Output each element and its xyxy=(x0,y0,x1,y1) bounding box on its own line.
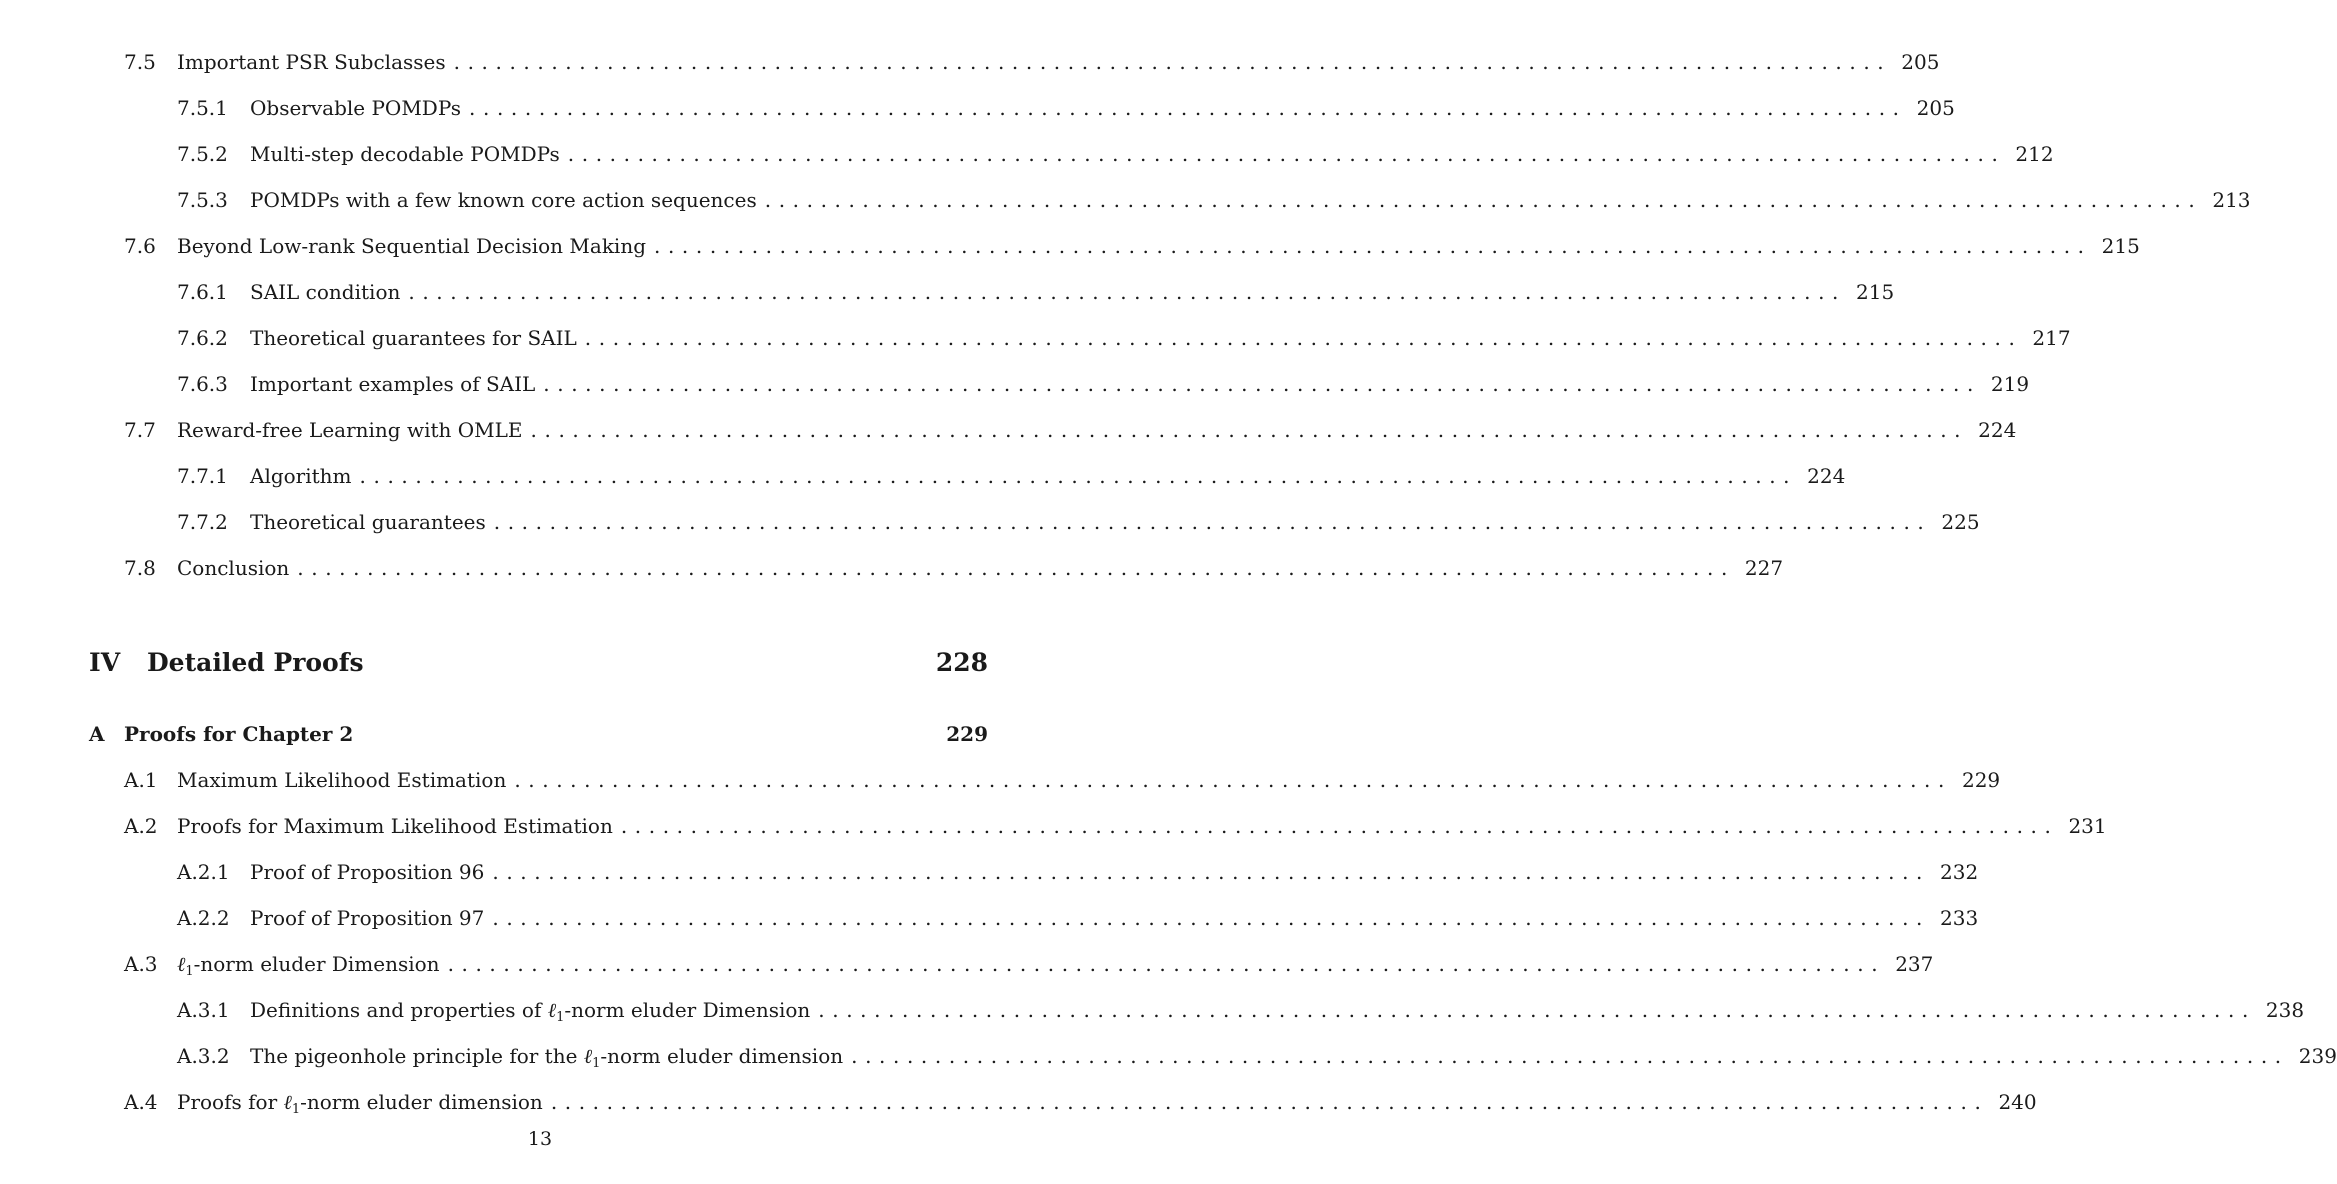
entry-number: 7.5.3 xyxy=(177,188,228,212)
entry-page: 215 xyxy=(1856,280,1895,304)
entry-page: 215 xyxy=(2101,234,2140,258)
entry-page: 205 xyxy=(1916,96,1955,120)
entry-title: Multi-step decodable POMDPs xyxy=(250,142,560,166)
entry-title xyxy=(177,952,440,979)
dot-leader: ....................................................................................................... xyxy=(493,510,1932,534)
toc-entry[interactable] xyxy=(124,952,1934,979)
entry-title: Algorithm xyxy=(250,464,352,488)
toc-entry[interactable] xyxy=(124,50,1940,74)
entry-page: 224 xyxy=(1978,418,2017,442)
toc-entry[interactable] xyxy=(177,280,1895,304)
toc-entry[interactable] xyxy=(177,188,2251,212)
toc-entry[interactable] xyxy=(124,814,2107,838)
toc-entry[interactable] xyxy=(124,418,2017,442)
dot-leader: ....................................................................................................... xyxy=(492,906,1931,930)
toc-entry[interactable] xyxy=(177,1044,2337,1071)
dot-leader: ....................................................................................................... xyxy=(408,280,1846,304)
entry-title xyxy=(250,998,810,1025)
entry-title xyxy=(250,1044,843,1071)
chapter-heading[interactable] xyxy=(89,722,988,746)
ell-symbol: ℓ xyxy=(283,1090,292,1114)
entry-number: 7.6.3 xyxy=(177,372,228,396)
title-prefix: Definitions and properties of xyxy=(250,998,548,1022)
entry-page: 224 xyxy=(1807,464,1846,488)
toc-entry[interactable] xyxy=(177,326,2071,350)
entry-number: A.4 xyxy=(124,1090,158,1114)
entry-title: Observable POMDPs xyxy=(250,96,462,120)
dot-leader: ....................................................................................................... xyxy=(584,326,2023,350)
entry-page: 205 xyxy=(1901,50,1940,74)
entry-page: 219 xyxy=(1990,372,2030,396)
title-prefix: The pigeonhole principle for the xyxy=(250,1044,584,1068)
toc-entry[interactable] xyxy=(124,1090,2037,1117)
entry-number: 7.5.2 xyxy=(177,142,228,166)
dot-leader: ....................................................................................................... xyxy=(543,372,1981,396)
entry-page: 232 xyxy=(1940,860,1979,884)
entry-page: 212 xyxy=(2015,142,2054,166)
title-suffix: -norm eluder Dimension xyxy=(193,952,440,976)
entry-page: 229 xyxy=(1961,768,2001,792)
toc-entry[interactable] xyxy=(177,464,1846,488)
dot-leader: ....................................................................................................... xyxy=(514,768,1952,792)
entry-number: A.3.2 xyxy=(177,1044,230,1068)
toc-entry[interactable] xyxy=(124,768,2001,792)
entry-title: Conclusion xyxy=(177,556,290,580)
toc-entry[interactable] xyxy=(177,906,1979,930)
dot-leader: ....................................................................................................... xyxy=(818,998,2256,1022)
entry-number: 7.6.2 xyxy=(177,326,228,350)
entry-number: 7.8 xyxy=(124,556,156,580)
entry-number: 7.6 xyxy=(124,234,156,258)
part-heading[interactable] xyxy=(89,648,988,677)
toc-entry[interactable] xyxy=(124,556,1784,580)
toc-entry[interactable] xyxy=(177,96,1955,120)
toc-entry[interactable] xyxy=(177,860,1979,884)
dot-leader: ....................................................................................................... xyxy=(492,860,1931,884)
dot-leader: ....................................................................................................... xyxy=(359,464,1798,488)
chapter-page: 229 xyxy=(946,722,988,746)
toc-entry[interactable] xyxy=(177,142,2054,166)
entry-number: A.2 xyxy=(124,814,158,838)
entry-page: 231 xyxy=(2068,814,2107,838)
part-title: Detailed Proofs xyxy=(147,648,364,677)
entry-title: Maximum Likelihood Estimation xyxy=(177,768,507,792)
entry-number: A.3 xyxy=(124,952,158,976)
entry-title: POMDPs with a few known core action sequences xyxy=(250,188,757,212)
entry-number: 7.5.1 xyxy=(177,96,228,120)
ell-symbol: ℓ xyxy=(583,1044,593,1068)
ell-subscript: 1 xyxy=(556,1010,565,1025)
entry-page: 239 xyxy=(2298,1044,2337,1068)
part-page: 228 xyxy=(935,648,988,677)
title-suffix: -norm eluder dimension xyxy=(600,1044,844,1068)
entry-number: A.1 xyxy=(124,768,158,792)
entry-number: A.3.1 xyxy=(177,998,230,1022)
entry-page: 240 xyxy=(1998,1090,2037,1114)
entry-title: Proofs for Maximum Likelihood Estimation xyxy=(177,814,613,838)
title-prefix: Proofs for xyxy=(177,1090,284,1114)
entry-title xyxy=(177,1090,543,1117)
dot-leader: ....................................................................................................... xyxy=(447,952,1886,976)
entry-number: 7.7.2 xyxy=(177,510,228,534)
toc-entry[interactable] xyxy=(124,234,2140,258)
dot-leader: ....................................................................................................... xyxy=(530,418,1969,442)
entry-title: Important examples of SAIL xyxy=(250,372,536,396)
dot-leader: ....................................................................................................... xyxy=(654,234,2092,258)
entry-number: 7.6.1 xyxy=(177,280,228,304)
toc-entry[interactable] xyxy=(177,510,1980,534)
entry-number: 7.7 xyxy=(124,418,156,442)
dot-leader: ....................................................................................................... xyxy=(851,1044,2289,1068)
entry-number: 7.5 xyxy=(124,50,156,74)
ell-symbol: ℓ xyxy=(547,998,557,1022)
entry-title: Beyond Low-rank Sequential Decision Making xyxy=(177,234,647,258)
entry-number: A.2.1 xyxy=(177,860,230,884)
footer-page-number: 13 xyxy=(527,1128,553,1150)
entry-number: A.2.2 xyxy=(177,906,230,930)
entry-title: SAIL condition xyxy=(250,280,401,304)
dot-leader: ....................................................................................................... xyxy=(764,188,2203,212)
entry-title: Proof of Proposition 96 xyxy=(250,860,485,884)
part-number: IV xyxy=(89,648,121,677)
entry-page: 237 xyxy=(1895,952,1934,976)
entry-title: Theoretical guarantees xyxy=(250,510,486,534)
entry-page: 217 xyxy=(2032,326,2071,350)
dot-leader: ....................................................................................................... xyxy=(453,50,1892,74)
ell-subscript: 1 xyxy=(185,964,194,979)
dot-leader: ....................................................................................................... xyxy=(620,814,2059,838)
entry-title: Theoretical guarantees for SAIL xyxy=(250,326,577,350)
chapter-number: A xyxy=(89,722,105,746)
title-suffix: -norm eluder Dimension xyxy=(564,998,811,1022)
entry-page: 213 xyxy=(2212,188,2251,212)
entry-page: 238 xyxy=(2265,998,2305,1022)
entry-page: 225 xyxy=(1941,510,1980,534)
dot-leader: ....................................................................................................... xyxy=(550,1090,1989,1114)
toc-entry[interactable] xyxy=(177,372,2030,396)
ell-symbol: ℓ xyxy=(177,952,186,976)
dot-leader: ....................................................................................................... xyxy=(469,96,1907,120)
entry-page: 233 xyxy=(1940,906,1979,930)
entry-number: 7.7.1 xyxy=(177,464,228,488)
toc-entry[interactable] xyxy=(177,998,2305,1025)
entry-title: Proof of Proposition 97 xyxy=(250,906,485,930)
dot-leader: ....................................................................................................... xyxy=(297,556,1735,580)
ell-subscript: 1 xyxy=(291,1102,301,1117)
ell-subscript: 1 xyxy=(592,1056,601,1071)
title-suffix: -norm eluder dimension xyxy=(300,1090,543,1114)
dot-leader: ....................................................................................................... xyxy=(567,142,2006,166)
entry-page: 227 xyxy=(1744,556,1784,580)
chapter-title: Proofs for Chapter 2 xyxy=(124,722,354,746)
entry-title: Important PSR Subclasses xyxy=(177,50,446,74)
entry-title: Reward-free Learning with OMLE xyxy=(177,418,523,442)
